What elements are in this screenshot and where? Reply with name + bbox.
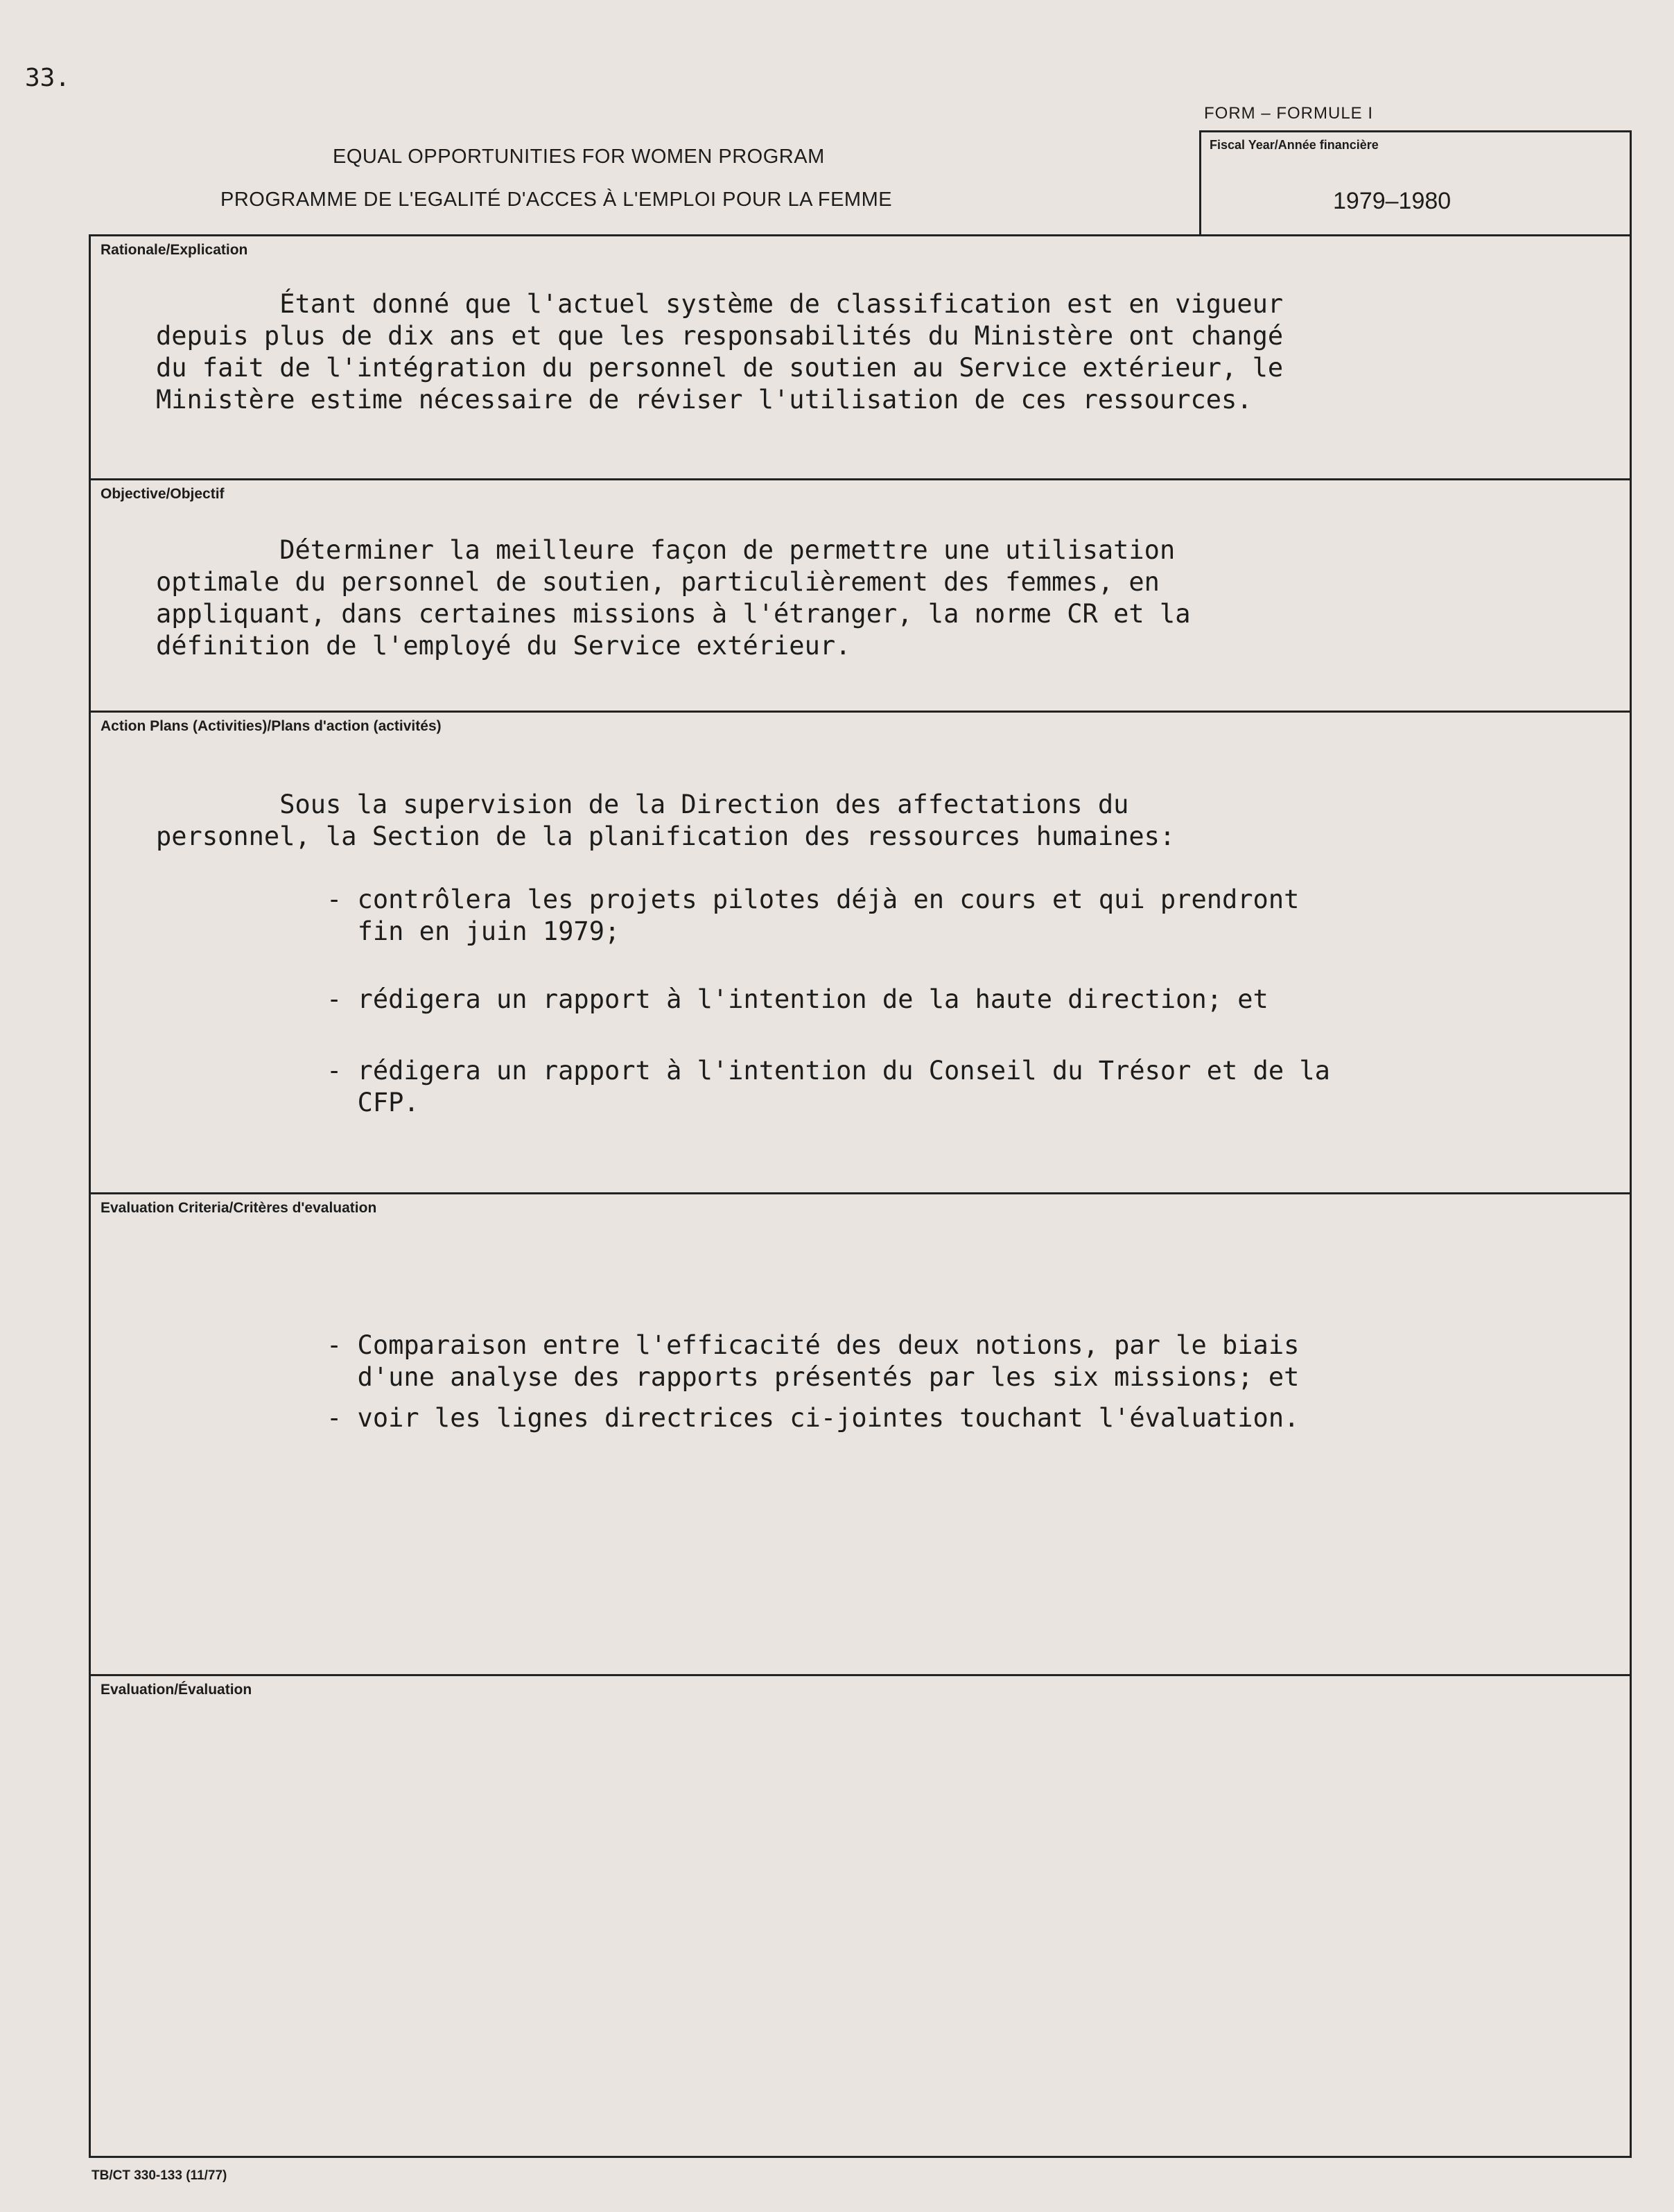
action-plan-item: - rédigera un rapport à l'intention de la haute direction; et xyxy=(326,984,1268,1014)
program-title-french: PROGRAMME DE L'EGALITÉ D'ACCES À L'EMPLOI POUR LA FEMME xyxy=(220,189,893,211)
section-evaluation-criteria xyxy=(91,1194,1630,1676)
evaluation-criteria-item: - Comparaison entre l'efficacité des deux notions, par le biais d'une analyse des rapports présentés par les six missions; et xyxy=(326,1330,1300,1392)
form-label: FORM – FORMULE I xyxy=(1204,104,1374,123)
section-label-objective: Objective/Objectif xyxy=(101,486,225,502)
objective-text: Déterminer la meilleure façon de permettre une utilisation optimale du personnel de soutien, particulièrement des femmes, en appliquant, dans certaines missions à l'étranger, la norme CR et la définition de l'employé du Service extérieur. xyxy=(156,535,1191,661)
section-objective xyxy=(91,480,1630,713)
action-plans-intro: Sous la supervision de la Direction des affectations du personnel, la Section de la planification des ressources humaines: xyxy=(156,790,1176,851)
page-number: 33. xyxy=(25,64,71,92)
fiscal-year-label: Fiscal Year/Année financière xyxy=(1210,138,1379,152)
fiscal-year-value: 1979–1980 xyxy=(1333,188,1451,214)
section-action-plans xyxy=(91,713,1630,1194)
form-code: TB/CT 330-133 (11/77) xyxy=(91,2168,227,2183)
action-plan-item: - contrôlera les projets pilotes déjà en cours et qui prendront fin en juin 1979; xyxy=(326,885,1300,946)
program-title-english: EQUAL OPPORTUNITIES FOR WOMEN PROGRAM xyxy=(333,146,825,168)
section-rationale xyxy=(91,236,1630,480)
section-evaluation xyxy=(91,1676,1630,2156)
section-label-evaluation-criteria: Evaluation Criteria/Critères d'evaluation xyxy=(101,1200,377,1216)
rationale-text: Étant donné que l'actuel système de classification est en vigueur depuis plus de dix ans et que les responsabilités du Ministère ont changé du fait de l'intégration du personnel de soutien au Service extérieur, le Ministère estime nécessaire de réviser l'utilisation de ces ressources. xyxy=(156,289,1284,415)
evaluation-criteria-item: - voir les lignes directrices ci-jointes touchant l'évaluation. xyxy=(326,1403,1300,1433)
section-label-evaluation: Evaluation/Évaluation xyxy=(101,1682,252,1698)
form-body xyxy=(89,234,1632,2158)
section-label-rationale: Rationale/Explication xyxy=(101,242,248,258)
section-label-action-plans: Action Plans (Activities)/Plans d'action (activités) xyxy=(101,718,442,734)
fiscal-year-box xyxy=(1199,130,1632,234)
action-plan-item: - rédigera un rapport à l'intention du Conseil du Trésor et de la CFP. xyxy=(326,1056,1330,1117)
